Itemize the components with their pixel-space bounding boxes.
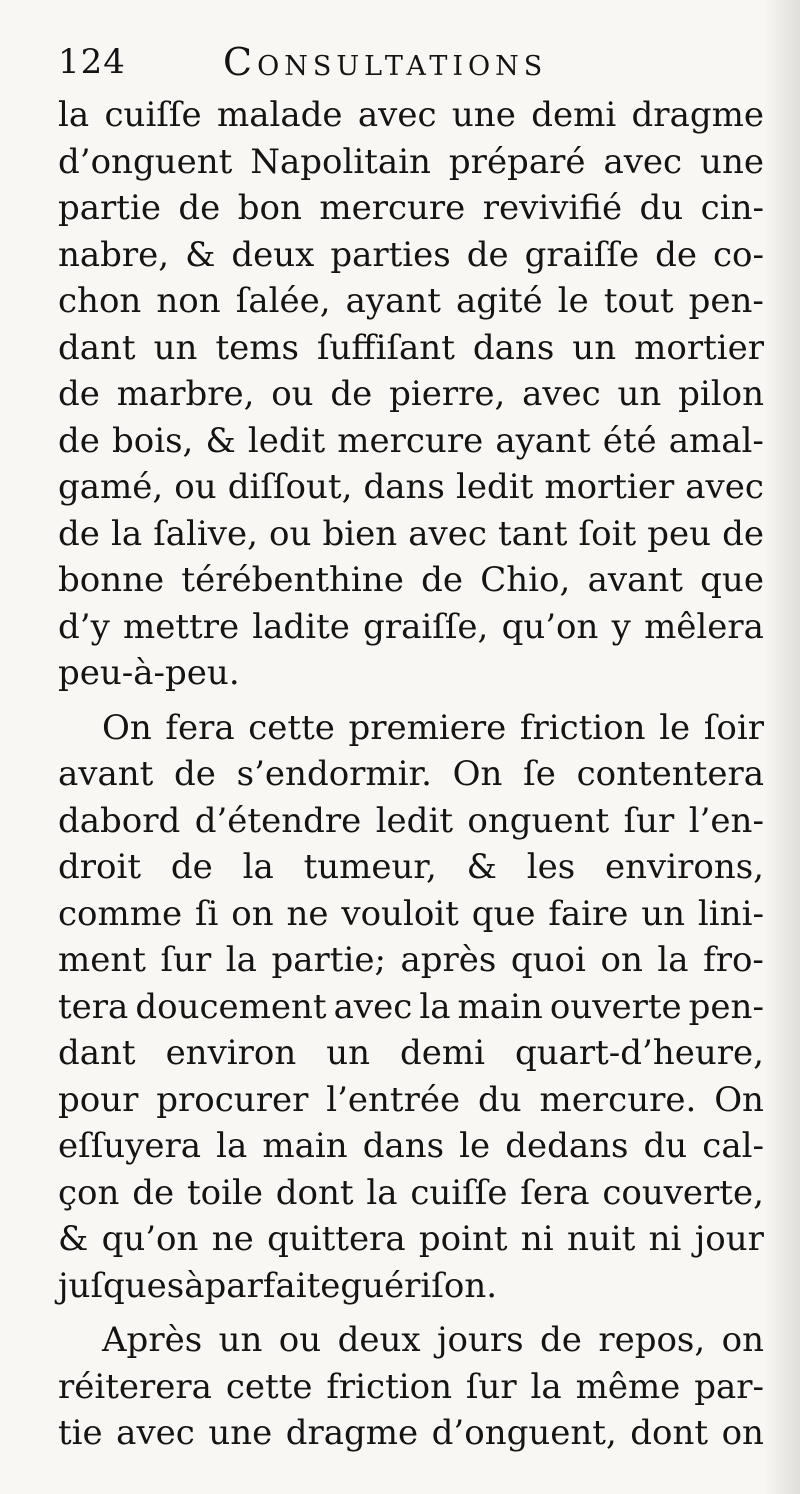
text-line: de la ſalive, ou bien avec tant ſoit peu de <box>58 513 764 554</box>
text-line: dant environ un demi quart-d’heure, <box>58 1033 764 1073</box>
text-line: d’y mettre ladite graiſſe, qu’on y mêlera <box>58 606 764 647</box>
body-text <box>58 92 764 1457</box>
text-line: & qu’on ne quittera point ni nuit ni jour <box>58 1219 764 1259</box>
running-head: Consultations <box>223 40 548 84</box>
text-line: çon de toile dont la cuiſſe ſera couverte, <box>58 1172 764 1213</box>
page-gutter-shadow <box>764 0 800 1494</box>
page-number: 124 <box>58 42 126 82</box>
text-line: juſques à parfaite guériſon. <box>58 1265 498 1306</box>
paragraph-gap <box>58 1309 764 1317</box>
text-line: réiterera cette friction ſur la même par- <box>58 1366 764 1407</box>
text-line: chon non ſalée, ayant agité le tout pen- <box>58 281 764 321</box>
text-line: nabre, & deux parties de graiſſe de co- <box>58 234 764 275</box>
text-line: avant de s’endormir. On ſe contentera <box>58 754 764 794</box>
text-line: d’onguent Napolitain préparé avec une <box>58 141 764 182</box>
text-line: pour procurer l’entrée du mercure. On <box>58 1079 764 1120</box>
text-line: dant un tems ſuffiſant dans un mortier <box>58 327 764 368</box>
text-line: comme ſi on ne vouloit que faire un lini- <box>58 893 764 934</box>
page-header <box>58 42 758 92</box>
text-line: tie avec une dragme d’onguent, dont on <box>58 1413 764 1453</box>
text-line: gamé, ou diſſout, dans ledit mortier avec <box>58 467 764 507</box>
text-line: ment ſur la partie; après quoi on la fro- <box>58 940 764 980</box>
paragraph-gap <box>58 697 764 705</box>
text-line: peu-à-peu. <box>58 653 240 693</box>
text-line: eſſuyera la main dans le dedans du cal- <box>58 1126 764 1166</box>
text-line: tera doucement avec la main ouverte pen- <box>58 986 764 1027</box>
text-line: de bois, & ledit mercure ayant été amal- <box>58 420 764 461</box>
text-line: On fera cette premiere friction le ſoir <box>102 707 764 748</box>
text-line: droit de la tumeur, & les environs, <box>58 847 764 887</box>
text-line: partie de bon mercure revivifié du cin- <box>58 188 764 228</box>
text-line: la cuiſſe malade avec une demi dragme <box>58 95 764 135</box>
text-line: de marbre, ou de pierre, avec un pilon <box>58 374 764 414</box>
text-line: dabord d’étendre ledit onguent ſur l’en- <box>58 800 764 841</box>
text-line: Après un ou deux jours de repos, on <box>102 1320 764 1360</box>
text-line: bonne térébenthine de Chio, avant que <box>58 560 764 600</box>
